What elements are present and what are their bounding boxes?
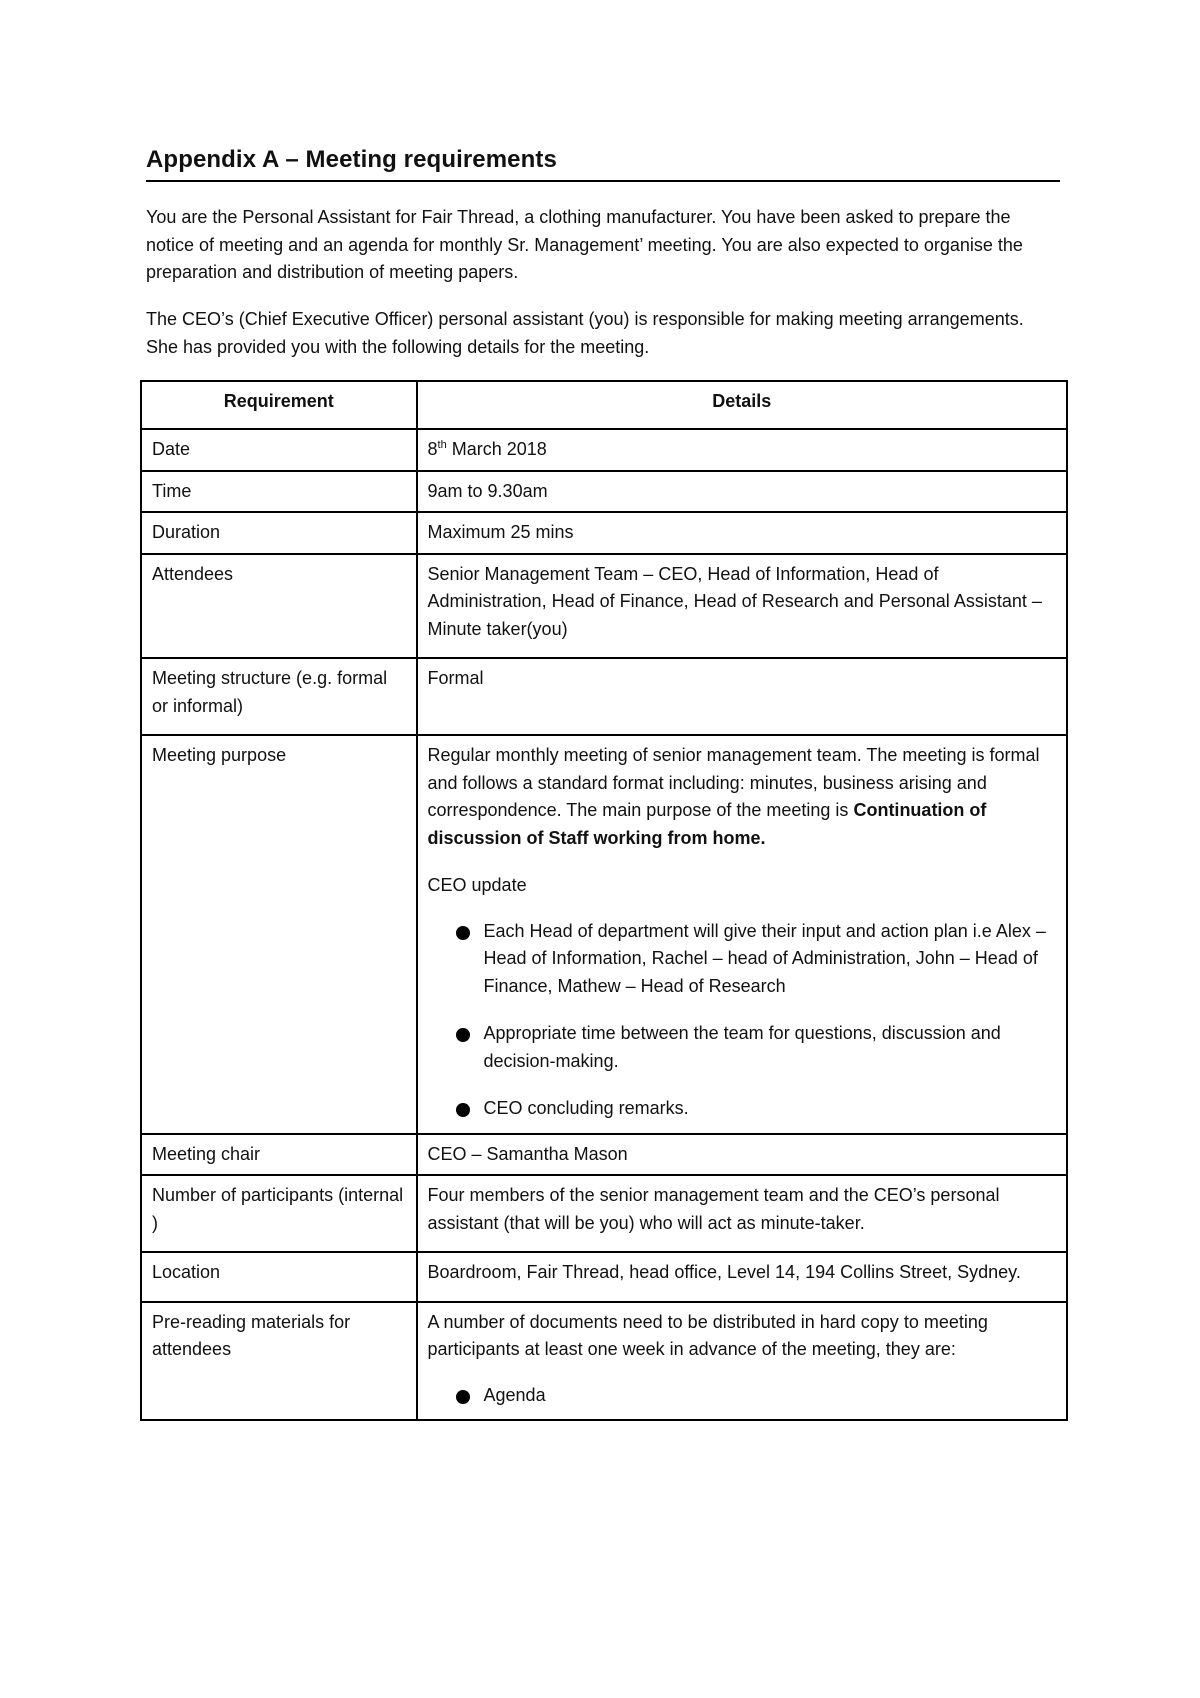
purpose-details (417, 735, 1067, 1134)
header-details: Details (417, 381, 1067, 429)
prereading-label: Pre-reading materials for attendees (141, 1302, 417, 1421)
location-value: Boardroom, Fair Thread, head office, Level 14, 194 Collins Street, Sydney. (417, 1252, 1067, 1302)
participants-label: Number of participants (internal ) (141, 1175, 417, 1252)
time-value: 9am to 9.30am (417, 471, 1067, 513)
duration-label: Duration (141, 512, 417, 554)
date-label: Date (141, 429, 417, 471)
location-label: Location (141, 1252, 417, 1302)
chair-label: Meeting chair (141, 1134, 417, 1176)
date-suffix: th (437, 439, 447, 451)
table-row-prereading (141, 1302, 1067, 1421)
bullet-text: CEO concluding remarks. (483, 1098, 689, 1118)
intro-paragraph-1: You are the Personal Assistant for Fair Thread, a clothing manufacturer. You have been asked to prepare the notice of meeting and an agenda for monthly Sr. Management’ meeting. You are also expected to organise the preparation and distribution of meeting papers. (146, 207, 1023, 282)
purpose-text: Regular monthly meeting of senior management team. The meeting is formal and follows a standard format including: minutes, business arising and correspondence. The main purpose of the meeting is (427, 745, 1040, 820)
table-row-time (141, 471, 1067, 513)
bullet-icon (456, 1390, 470, 1404)
bullet-icon (456, 926, 470, 940)
time-label: Time (141, 471, 417, 513)
participants-value: Four members of the senior management team and the CEO’s personal assistant (that will be you) who will act as minute-taker. (417, 1175, 1067, 1252)
attendees-value: Senior Management Team – CEO, Head of Information, Head of Administration, Head of Finance, Head of Research and Personal Assistant – Minute taker(you) (417, 554, 1067, 659)
table-row-chair (141, 1134, 1067, 1176)
structure-label: Meeting structure (e.g. formal or informal) (141, 658, 417, 735)
date-rest: March 2018 (446, 439, 547, 459)
prereading-bullet-list (428, 1382, 1056, 1410)
purpose-label: Meeting purpose (141, 735, 417, 1134)
table-header-row (141, 381, 1067, 429)
table-row-location (141, 1252, 1067, 1302)
bullet-text: Agenda (483, 1384, 546, 1405)
prereading-text: A number of documents need to be distributed in hard copy to meeting participants at least one week in advance of the meeting, they are: (427, 1311, 988, 1359)
bullet-text: Each Head of department will give their input and action plan i.e Alex – Head of Information, Rachel – head of Administration, John – Head of Finance, Mathew – Head of Research (483, 920, 1046, 996)
table-row-attendees (141, 554, 1067, 659)
chair-value: CEO – Samantha Mason (417, 1134, 1067, 1176)
table-row-duration (141, 512, 1067, 554)
table-row-participants (141, 1175, 1067, 1252)
list-item (428, 1020, 1056, 1075)
table-row-structure (141, 658, 1067, 735)
bullet-icon (456, 1028, 470, 1042)
ceo-update-label: CEO update (427, 875, 527, 895)
list-item (428, 1095, 1056, 1123)
date-value (417, 429, 1067, 471)
purpose-bold-text: Continuation of discussion of Staff working from home. (427, 800, 987, 848)
table-row-date (141, 429, 1067, 471)
prereading-details (417, 1302, 1067, 1421)
purpose-paragraph (428, 742, 1056, 852)
table-row-purpose (141, 735, 1067, 1134)
page-heading: Appendix A – Meeting requirements (146, 146, 1060, 182)
intro-paragraph-2: The CEO’s (Chief Executive Officer) personal assistant (you) is responsible for making meeting arrangements. She has provided you with the following details for the meeting. (146, 309, 1024, 357)
list-item (428, 918, 1056, 1001)
meeting-requirements-table (140, 380, 1068, 1421)
date-day: 8 (427, 439, 438, 459)
structure-value: Formal (417, 658, 1067, 735)
list-item (428, 1382, 1056, 1410)
header-requirement: Requirement (141, 381, 417, 429)
attendees-label: Attendees (141, 554, 417, 659)
purpose-bullet-list (428, 918, 1056, 1123)
bullet-text: Appropriate time between the team for questions, discussion and decision-making. (483, 1023, 1001, 1071)
bullet-icon (456, 1103, 470, 1117)
duration-value: Maximum 25 mins (417, 512, 1067, 554)
